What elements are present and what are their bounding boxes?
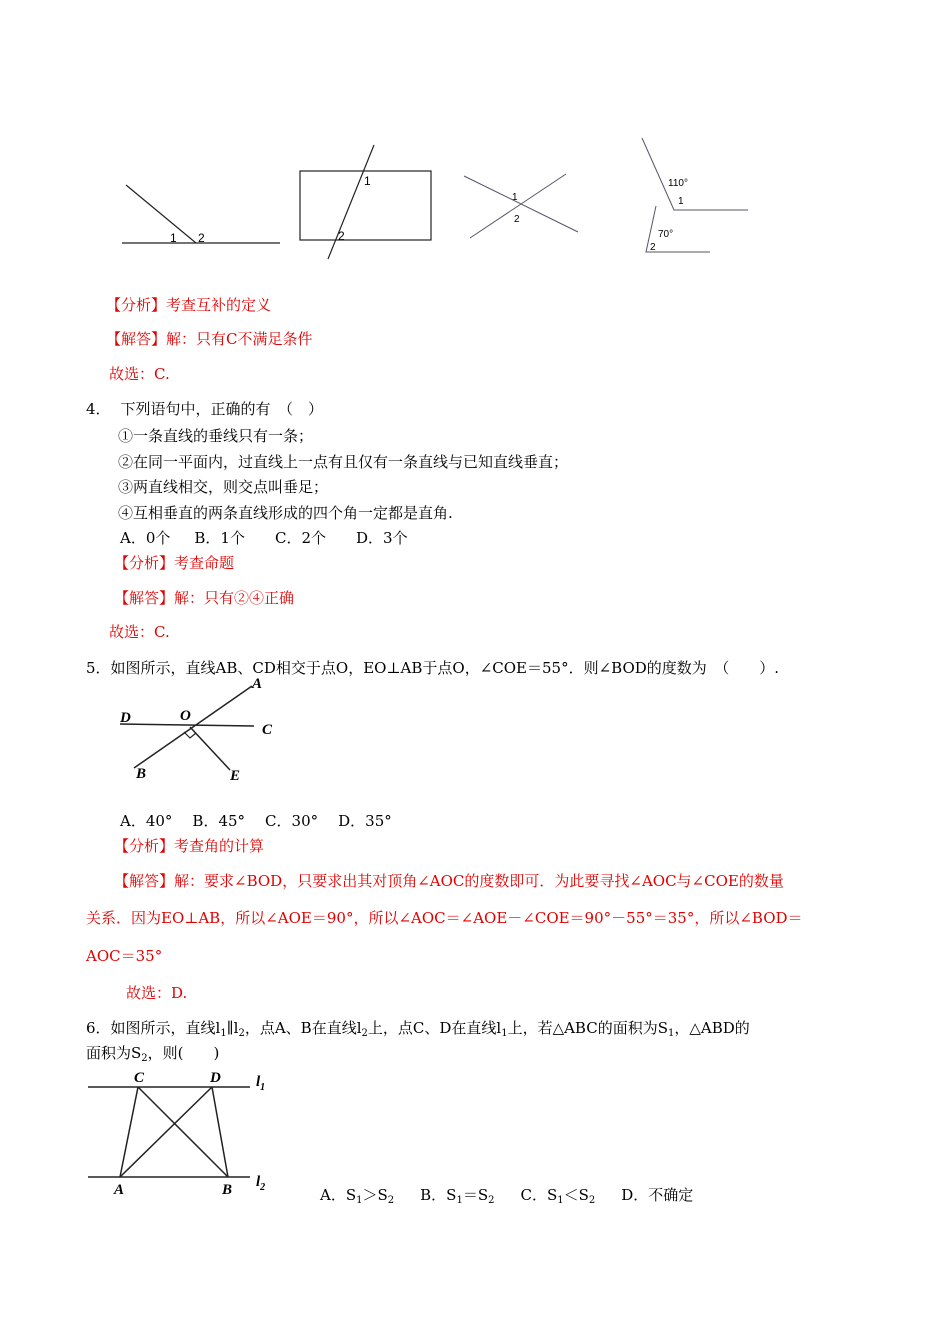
figure-c-crossing-lines xyxy=(458,170,582,242)
option-a: A．0个 xyxy=(120,529,171,547)
q6-label-d: D xyxy=(210,1070,221,1086)
q5-label-b: B xyxy=(136,766,147,782)
q5-options xyxy=(120,811,392,831)
fig-c-angle-2: 2 xyxy=(514,214,520,225)
q4-solution xyxy=(114,588,294,608)
analysis-tag: 【分析】 xyxy=(106,296,167,314)
q5-label-o: O xyxy=(180,708,191,724)
figure-q5-intersecting-lines xyxy=(116,676,286,786)
q4-stem xyxy=(86,399,323,419)
solution-tag: 【解答】 xyxy=(106,330,167,348)
fig-d-angle-1-value: 110° xyxy=(668,178,688,189)
question-text: 下列语句中，正确的有 （ ） xyxy=(120,400,324,418)
figure-b-rectangle-transversal xyxy=(296,143,436,263)
q6-stem-line-2 xyxy=(86,1043,219,1063)
fig-d-angle-2-value: 70° xyxy=(658,229,674,240)
q6-label-l2: $l_2$ xyxy=(256,1174,266,1193)
option-d: D．3个 xyxy=(356,529,408,547)
subscript: 2 xyxy=(361,1028,368,1039)
q4-answer: 故选：C. xyxy=(109,623,170,641)
option-a: A．40° xyxy=(120,812,173,830)
option-d: D．35° xyxy=(338,812,392,830)
solution-text: 解：要求∠BOD，只要求出其对顶角∠AOC的度数即可．为此要寻找∠AOC与∠COE的数量 xyxy=(174,872,784,890)
q4-statement-4: ④互相垂直的两条直线形成的四个角一定都是直角. xyxy=(118,504,453,522)
subscript: 1 xyxy=(220,1028,227,1039)
q3-answer: 故选：C. xyxy=(109,365,170,383)
solution-text: 解：只有②④正确 xyxy=(174,589,295,607)
q5-label-e: E xyxy=(230,768,241,784)
q5-solution-line-3: AOC＝35° xyxy=(86,947,163,965)
q6-options xyxy=(320,1185,693,1205)
q3-solution xyxy=(106,329,313,349)
fig-a-angle-1: 1 xyxy=(170,231,177,245)
fig-d-angle-1: 1 xyxy=(678,196,684,207)
option-b: B．1个 xyxy=(194,529,245,547)
option-a: A．$S_1>S_2$ xyxy=(320,1186,395,1206)
fig-b-angle-2: 2 xyxy=(338,229,345,243)
solution-tag: 【解答】 xyxy=(114,589,175,607)
q4-statement-2: ②在同一平面内，过直线上一点有且仅有一条直线与已知直线垂直； xyxy=(118,453,569,471)
solution-text: 解：只有C不满足条件 xyxy=(166,330,313,348)
option-b: B．$S_1=S_2$ xyxy=(420,1186,495,1206)
q6-stem-line-1 xyxy=(86,1018,750,1038)
question-number: 5． xyxy=(86,659,111,677)
q6-label-b: B xyxy=(222,1182,233,1198)
stem-part: ∥l xyxy=(226,1019,239,1037)
q5-solution-line-2: 关系．因为EO⊥AB，所以∠AOE＝90°，所以∠AOC＝∠AOE－∠COE＝90°－55°＝35°，所以∠BOD＝ xyxy=(86,909,803,927)
q6-label-a: A xyxy=(114,1182,125,1198)
q5-stem xyxy=(86,658,779,678)
subscript: 1 xyxy=(668,1028,675,1039)
figure-d-separate-angles xyxy=(636,134,754,258)
fig-b-angle-1: 1 xyxy=(364,174,371,188)
option-c: C．30° xyxy=(265,812,319,830)
q6-label-c: C xyxy=(134,1070,145,1086)
fig-c-angle-1: 1 xyxy=(512,192,518,203)
option-c: C．2个 xyxy=(274,529,326,547)
figure-q6-parallel-lines-triangles xyxy=(86,1066,286,1200)
q5-label-c: C xyxy=(262,722,273,738)
subscript: 2 xyxy=(141,1053,148,1064)
solution-tag: 【解答】 xyxy=(114,872,175,890)
question-number: 6． xyxy=(86,1019,111,1037)
stem-part: 上，点C、D在直线l xyxy=(367,1019,502,1037)
stem-part: 面积为S xyxy=(86,1044,142,1062)
option-c: C．$S_1<S_2$ xyxy=(520,1186,596,1206)
analysis-text: 考查互补的定义 xyxy=(166,296,272,314)
stem-part: ，则( ) xyxy=(147,1044,220,1062)
subscript: 1 xyxy=(501,1028,508,1039)
q4-options xyxy=(120,528,408,548)
q6-label-l1: $l_1$ xyxy=(256,1074,266,1093)
fig-a-angle-2: 2 xyxy=(198,231,205,245)
option-d: D．不确定 xyxy=(621,1186,694,1204)
q4-analysis xyxy=(114,553,234,573)
analysis-text: 考查命题 xyxy=(174,554,235,572)
stem-part: 如图所示，直线l xyxy=(110,1019,221,1037)
fig-d-angle-2: 2 xyxy=(650,242,656,253)
question-number: 4． xyxy=(86,400,111,418)
analysis-text: 考查角的计算 xyxy=(174,837,265,855)
q3-analysis xyxy=(106,295,271,315)
stem-part: ，点A、B在直线l xyxy=(244,1019,362,1037)
q5-label-d: D xyxy=(120,710,131,726)
q4-statement-3: ③两直线相交，则交点叫垂足； xyxy=(118,478,329,496)
stem-part: ，△ABD的 xyxy=(674,1019,750,1037)
q5-solution-line-1 xyxy=(114,871,784,891)
q5-label-a: A xyxy=(252,676,263,692)
stem-part: 上，若△ABC的面积为S xyxy=(507,1019,668,1037)
q5-analysis xyxy=(114,836,264,856)
q4-statement-1: ①一条直线的垂线只有一条； xyxy=(118,427,314,445)
subscript: 2 xyxy=(238,1028,245,1039)
question-text: 如图所示，直线AB、CD相交于点O，EO⊥AB于点O，∠COE＝55°．则∠BOD的度数为 （ ）. xyxy=(110,659,780,677)
analysis-tag: 【分析】 xyxy=(114,554,175,572)
analysis-tag: 【分析】 xyxy=(114,837,175,855)
option-b: B．45° xyxy=(192,812,246,830)
figure-a-adjacent-angles xyxy=(118,180,283,250)
q5-answer: 故选：D. xyxy=(126,984,188,1002)
